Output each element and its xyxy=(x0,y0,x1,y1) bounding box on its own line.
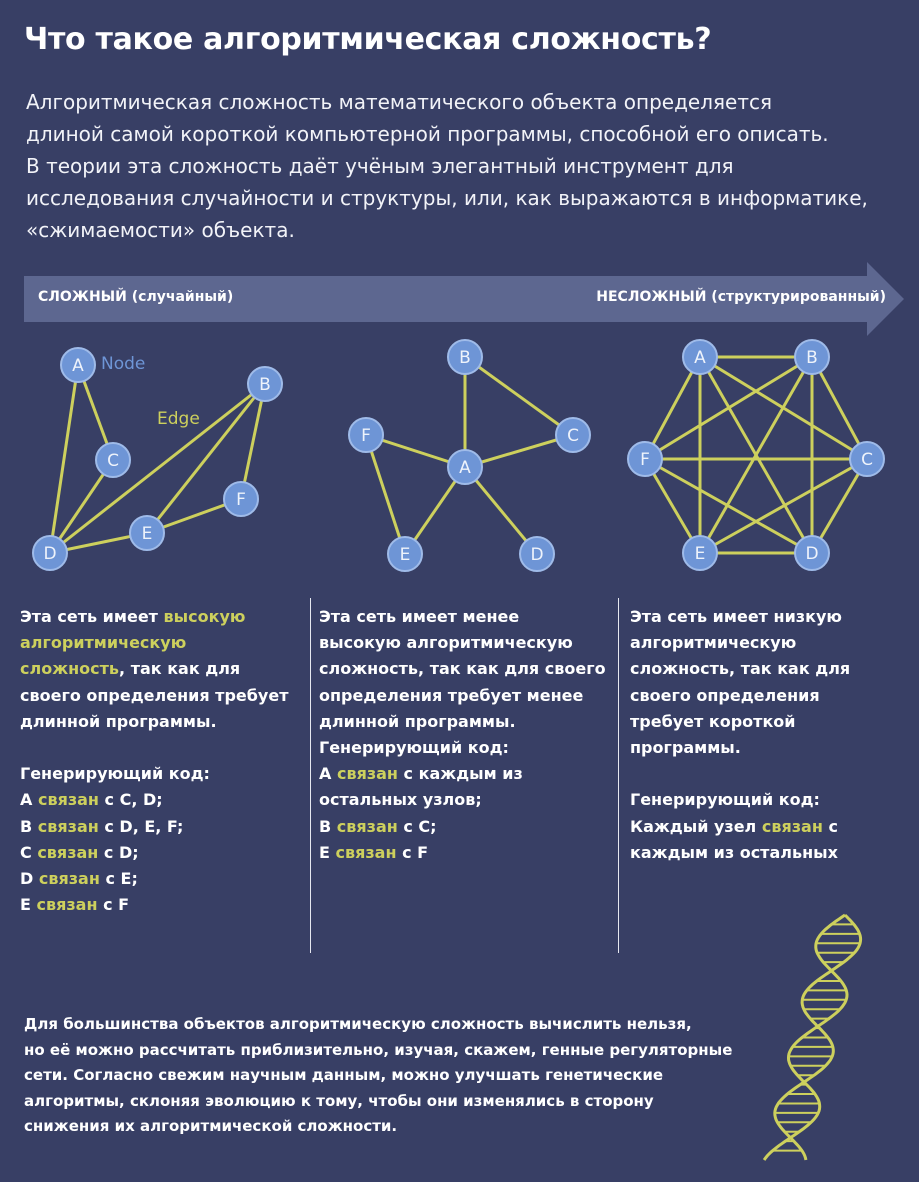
text-run: Эта сеть имеет xyxy=(20,607,164,626)
text-run: длинной программы. xyxy=(319,711,516,731)
text-run: E xyxy=(20,895,37,915)
node-label: D xyxy=(530,545,544,565)
description-line xyxy=(20,735,305,761)
text-run: D xyxy=(20,869,39,889)
node-D xyxy=(33,536,67,570)
description-line xyxy=(319,709,609,735)
edge-B-F xyxy=(645,357,812,459)
node-label: C xyxy=(861,450,873,470)
description-line xyxy=(630,814,910,840)
highlight-text: связан xyxy=(336,816,398,836)
text-run: сложность, так как для xyxy=(630,659,851,679)
description-line xyxy=(630,656,910,682)
text-run: , так как для xyxy=(119,659,241,679)
description-line xyxy=(630,735,910,761)
intro-line: длиной самой короткой компьютерной программы, способной его описать. xyxy=(26,122,829,146)
footer-line: Для большинства объектов алгоритмическую сложность вычислить нельзя, xyxy=(24,1015,692,1033)
node-A xyxy=(448,450,482,484)
node-D xyxy=(795,536,829,570)
node-label: A xyxy=(694,348,706,368)
text-run: с F xyxy=(97,895,130,915)
description-line xyxy=(20,656,305,682)
text-run: с C, D; xyxy=(98,790,163,810)
text-run: B xyxy=(20,816,38,836)
node-label: E xyxy=(141,524,153,544)
text-run: A xyxy=(319,764,337,784)
text-run: программы. xyxy=(630,738,741,758)
highlight-text: связан xyxy=(336,764,398,784)
highlight-text: связан xyxy=(36,895,98,915)
node-C xyxy=(556,418,590,452)
text-run: высокую алгоритмическую xyxy=(319,633,573,653)
partially-structured-network-diagram xyxy=(310,335,610,597)
node-B xyxy=(795,340,829,374)
text-run: с xyxy=(822,816,838,836)
node-label: F xyxy=(361,426,371,446)
text-run: Генерирующий код: xyxy=(630,790,820,810)
description-line xyxy=(20,866,305,892)
node-label: D xyxy=(43,544,57,564)
node-label: C xyxy=(567,426,579,446)
intro-line: «сжимаемости» объекта. xyxy=(26,218,295,242)
text-run: с C; xyxy=(397,816,437,836)
node-B xyxy=(448,340,482,374)
description-line xyxy=(20,604,305,630)
highlight-text: связан xyxy=(37,842,99,862)
highlight-text: высокую xyxy=(163,607,246,626)
node-label: A xyxy=(459,458,471,478)
edge-D-F xyxy=(645,459,812,553)
node-E xyxy=(130,516,164,550)
edge-E-F xyxy=(366,435,405,554)
highlight-text: связан xyxy=(38,869,100,889)
node-label: B xyxy=(806,348,818,368)
highlight-text: связан xyxy=(37,816,99,836)
description-line xyxy=(630,840,910,866)
description-column-high xyxy=(20,604,305,918)
highlight-text: связан xyxy=(335,842,397,862)
node-label: C xyxy=(107,451,119,471)
node-label: B xyxy=(259,375,271,395)
node-E xyxy=(683,536,717,570)
node-hint-label: Node xyxy=(101,354,146,374)
text-run: Эта сеть имеет менее xyxy=(319,607,520,626)
highlight-text: связан xyxy=(37,790,99,810)
text-run: B xyxy=(319,816,337,836)
text-run: своего определения требует xyxy=(20,685,289,705)
node-label: E xyxy=(694,544,706,564)
description-line xyxy=(319,604,609,630)
text-run: сложность, так как для своего xyxy=(319,659,606,679)
footer-paragraph xyxy=(24,1012,732,1140)
footer-line: алгоритмы, склоняя эволюцию к тому, чтобы они изменялись в сторону xyxy=(24,1091,654,1110)
node-C xyxy=(96,443,130,477)
description-line xyxy=(20,840,305,866)
footer-line: снижения их алгоритмической сложности. xyxy=(24,1117,398,1135)
text-run: Каждый узел xyxy=(630,816,762,836)
description-line xyxy=(20,892,305,918)
node-F xyxy=(628,442,662,476)
text-run: Генерирующий код: xyxy=(319,738,509,758)
description-column-medium xyxy=(319,604,609,866)
text-run: C xyxy=(20,842,38,862)
description-line xyxy=(319,840,609,866)
text-run: Эта сеть имеет низкую xyxy=(630,607,842,626)
node-label: F xyxy=(236,490,246,510)
scale-label-simple: НЕСЛОЖНЫЙ (структурированный) xyxy=(596,289,886,305)
description-line xyxy=(319,656,609,682)
fully-connected-network-diagram xyxy=(610,335,919,597)
node-label: F xyxy=(640,450,650,470)
description-line xyxy=(319,683,609,709)
description-line xyxy=(630,787,910,813)
node-C xyxy=(850,442,884,476)
text-run: с каждым из xyxy=(397,764,523,784)
node-A xyxy=(683,340,717,374)
text-run: своего определения xyxy=(630,685,820,705)
dna-helix-icon xyxy=(750,905,890,1170)
node-B xyxy=(248,367,282,401)
edge-C-E xyxy=(700,459,867,553)
edge-hint-label: Edge xyxy=(157,409,200,429)
node-F xyxy=(349,418,383,452)
text-run: алгоритмическую xyxy=(630,633,797,653)
description-line xyxy=(630,630,910,656)
text-run: E xyxy=(319,842,336,862)
description-column-low xyxy=(630,604,910,866)
node-D xyxy=(520,537,554,571)
node-label: A xyxy=(72,356,84,376)
description-line xyxy=(319,761,609,787)
description-line xyxy=(319,814,609,840)
text-run: каждым из остальных xyxy=(630,842,838,862)
intro-paragraph xyxy=(26,86,906,246)
node-label: D xyxy=(805,544,819,564)
intro-line: Алгоритмическая сложность математического объекта определяется xyxy=(26,90,773,114)
highlight-text: алгоритмическую xyxy=(20,633,187,653)
text-run: с D; xyxy=(98,842,139,862)
column-divider xyxy=(618,598,619,953)
highlight-text: сложность xyxy=(20,659,120,679)
text-run: остальных узлов; xyxy=(319,790,482,810)
footer-line: но её можно рассчитать приблизительно, изучая, скажем, генные регуляторные xyxy=(24,1040,733,1059)
text-run: с D, E, F; xyxy=(98,816,184,836)
description-line xyxy=(319,787,609,813)
edge-B-C xyxy=(465,357,573,435)
footer-line: сети. Согласно свежим научным данным, можно улучшать генетические xyxy=(24,1066,664,1084)
text-run: требует короткой xyxy=(630,711,796,731)
text-run: длинной программы. xyxy=(20,711,217,731)
description-line xyxy=(630,761,910,787)
text-run: A xyxy=(20,790,38,810)
scale-label-complex: СЛОЖНЫЙ (случайный) xyxy=(38,289,234,305)
description-line xyxy=(319,735,609,761)
intro-line: В теории эта сложность даёт учёным элегантный инструмент для xyxy=(26,154,734,178)
node-label: B xyxy=(459,348,471,368)
text-run: определения требует менее xyxy=(319,685,584,705)
description-line xyxy=(319,630,609,656)
description-line xyxy=(630,683,910,709)
description-line xyxy=(20,814,305,840)
description-line xyxy=(20,787,305,813)
description-line xyxy=(20,709,305,735)
text-run: с E; xyxy=(99,869,138,889)
intro-line: исследования случайности и структуры, или, как выражаются в информатике, xyxy=(26,186,868,210)
highlight-text: связан xyxy=(761,816,823,836)
description-line xyxy=(630,604,910,630)
random-network-diagram xyxy=(0,335,310,597)
node-label: E xyxy=(399,545,411,565)
page-title: Что такое алгоритмическая сложность? xyxy=(24,22,712,57)
column-divider xyxy=(310,598,311,953)
description-line xyxy=(20,761,305,787)
node-E xyxy=(388,537,422,571)
description-line xyxy=(20,630,305,656)
description-line xyxy=(630,709,910,735)
description-line xyxy=(20,683,305,709)
text-run: с F xyxy=(396,842,429,862)
node-A xyxy=(61,348,95,382)
edge-A-D xyxy=(50,365,78,553)
node-F xyxy=(224,482,258,516)
text-run: Генерирующий код: xyxy=(20,764,210,784)
